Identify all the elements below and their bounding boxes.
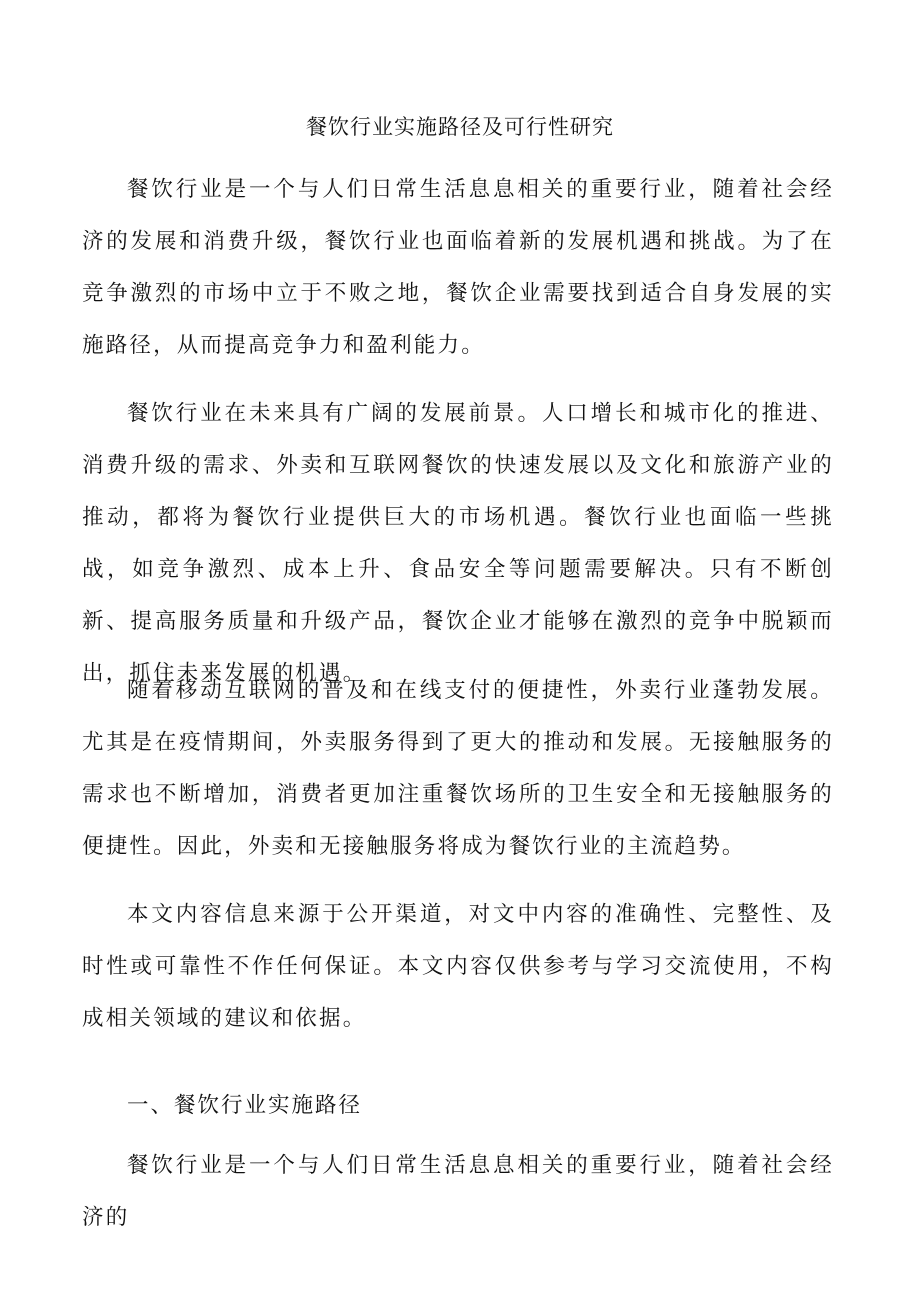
paragraph-intro: 餐饮行业是一个与人们日常生活息息相关的重要行业，随着社会经济的发展和消费升级，餐饮行业也面临着新的发展机遇和挑战。为了在竞争激烈的市场中立于不败之地，餐饮企业需要找到适合自身发展的实施路径，从而提高竞争力和盈利能力。 (82, 177, 834, 358)
paragraph-prospects: 餐饮行业在未来具有广阔的发展前景。人口增长和城市化的推进、消费升级的需求、外卖和互联网餐饮的快速发展以及文化和旅游产业的推动，都将为餐饮行业提供巨大的市场机遇。餐饮行业也面临一些挑战，如竞争激烈、成本上升、食品安全等问题需要解决。只有不断创新、提高服务质量和升级产品，餐饮企业才能够在激烈的竞争中脱颖而出，抓住未来发展的机遇。 (82, 401, 834, 686)
section-heading: 一、餐饮行业实施路径 (127, 1093, 363, 1118)
paragraph-section-start: 餐饮行业是一个与人们日常生活息息相关的重要行业，随着社会经济的 (82, 1153, 834, 1230)
paragraph-disclaimer: 本文内容信息来源于公开渠道，对文中内容的准确性、完整性、及时性或可靠性不作任何保证。本文内容仅供参考与学习交流使用，不构成相关领域的建议和依据。 (82, 902, 834, 1031)
paragraph-delivery-trend: 随着移动互联网的普及和在线支付的便捷性，外卖行业蓬勃发展。尤其是在疫情期间，外卖服务得到了更大的推动和发展。无接触服务的需求也不断增加，消费者更加注重餐饮场所的卫生安全和无接触服务的便捷性。因此，外卖和无接触服务将成为餐饮行业的主流趋势。 (82, 678, 834, 859)
document-title: 餐饮行业实施路径及可行性研究 (306, 115, 614, 139)
